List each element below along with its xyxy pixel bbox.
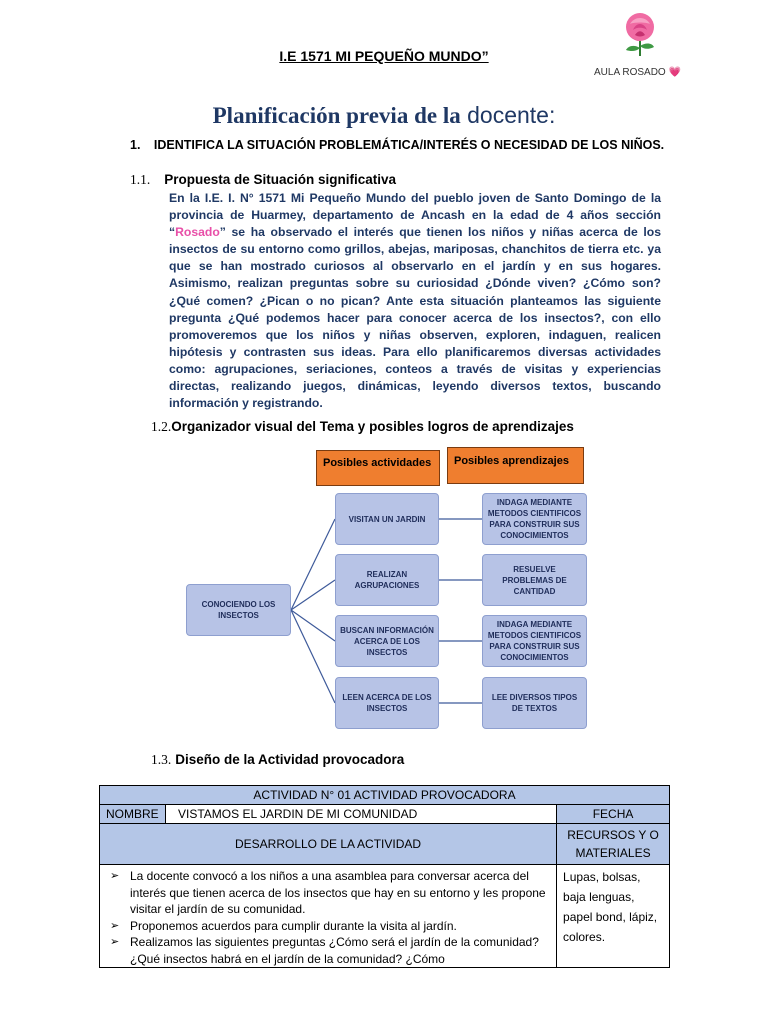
heart-icon: 💗 [668,67,681,78]
section-1-heading: 1. IDENTIFICA LA SITUACIÓN PROBLEMÁTICA/INTERÉS O NECESIDAD DE LOS NIÑOS. [130,138,665,152]
name-value: VISTAMOS EL JARDIN DE MI COMUNIDAD [165,805,556,824]
connector-root-activity-1 [291,519,335,610]
situation-paragraph: En la I.E. I. N° 1571 Mi Pequeño Mundo del pueblo joven de Santo Domingo de la provincia de Huarmey, departamento de Ancash en la edad de 4 años sección “Rosado” se ha observado el interés que tienen los niños y niñas acerca de los insectos de su entorno como grillos, abejas, mariposas, chanchitos de tierra etc. ya que se han mostrado curiosos al observarlo en el jardín y en sus hogares. Asimismo, realizan preguntas sobre su curiosidad ¿Dónde viven? ¿Cómo son? ¿Qué comen? ¿Pican o no pican? Ante esta situación planteamos las siguiente pregunta ¿Qué podemos hacer para conocer acerca de los insectos?, con ello promoveremos que los niños y niñas observen, exploren, indaguen, realicen hipótesis y contrasten sus ideas. Para ello planificaremos diversas actividades como: agrupaciones, seriaciones, conteos a través de visitas y experiencias directas, realizando juegos, dinámicas, leyendo diversos textos, buscando información y registrando. [169,191,661,411]
list-item: ➢ Proponemos acuerdos para cumplir durante la visita al jardín. [110,918,457,933]
development-label: DESARROLLO DE LA ACTIVIDAD [100,824,557,865]
section-1-3-heading: 1.3. Diseño de la Actividad provocadora [151,752,405,767]
date-label: FECHA [557,805,670,824]
arrow-bullet-icon: ➢ [110,936,120,948]
title-part-1: Planificación previa de la [212,103,461,128]
title-part-2: docente: [467,102,556,128]
table-header: ACTIVIDAD N° 01 ACTIVIDAD PROVOCADORA [100,786,670,805]
resources-value: Lupas, bolsas, baja lenguas, papel bond, lápiz, colores. [557,865,670,968]
activity-node: VISITAN UN JARDIN [335,493,439,545]
learning-node: INDAGA MEDIANTE METODOS CIENTIFICOS PARA CONSTRUIR SUS CONOCIMIENTOS [482,615,587,667]
aula-label: AULA ROSADO 💗 [594,67,681,78]
learning-node: RESUELVE PROBLEMAS DE CANTIDAD [482,554,587,606]
activity-node: BUSCAN INFORMACIÓN ACERCA DE LOS INSECTOS [335,615,439,667]
root-node: CONOCIENDO LOS INSECTOS [186,584,291,636]
list-item: ➢ La docente convocó a los niños a una asamblea para conversar acerca del interés que tienen acerca de los insectos que hay en su entorno y les propone visitar el jardín de su comunidad. [110,869,546,916]
development-list [106,868,550,967]
learning-node: INDAGA MEDIANTE METODOS CIENTIFICOS PARA CONSTRUIR SUS CONOCIMIENTOS [482,493,587,545]
connector-root-activity-3 [291,610,335,641]
arrow-bullet-icon: ➢ [110,919,120,932]
arrow-bullet-icon: ➢ [110,870,120,882]
activity-table [99,785,670,968]
name-label: NOMBRE [100,805,166,824]
connector-root-activity-4 [291,610,335,703]
development-cell [100,865,557,968]
activity-node: LEEN ACERCA DE LOS INSECTOS [335,677,439,729]
section-highlight: Rosado [175,225,220,240]
section-1-1-heading: 1.1. Propuesta de Situación significativa [130,172,397,187]
header-activities-box: Posibles actividades [316,450,440,486]
learning-node: LEE DIVERSOS TIPOS DE TEXTOS [482,677,587,729]
activity-node: REALIZAN AGRUPACIONES [335,554,439,606]
section-1-2-heading: 1.2.Organizador visual del Tema y posibles logros de aprendizajes [151,419,574,434]
school-title: I.E 1571 MI PEQUEÑO MUNDO” [279,48,489,64]
list-item: ➢ Realizamos las siguientes preguntas ¿Cómo será el jardín de la comunidad? ¿Qué insectos habrá en el jardín de la comunidad? ¿Cómo [110,935,539,966]
resources-label: RECURSOS Y O MATERIALES [557,824,670,865]
header-learning-box: Posibles aprendizajes [447,447,584,484]
